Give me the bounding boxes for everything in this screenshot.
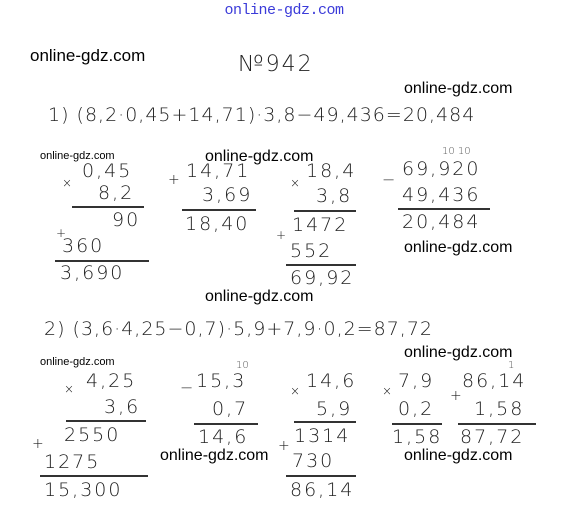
top-watermark: online-gdz.com: [224, 2, 344, 19]
result: 18,40: [185, 213, 250, 235]
rule-line: [392, 423, 442, 425]
operand: 3,6: [104, 396, 141, 418]
watermark: online-gdz.com: [40, 356, 115, 368]
result: 15,300: [44, 479, 123, 501]
watermark: online-gdz.com: [404, 239, 513, 256]
operand: 86,14: [462, 370, 527, 392]
result: 69,92: [290, 267, 355, 289]
partial-product: 2550: [64, 424, 121, 446]
partial-product: 552: [290, 240, 333, 262]
partial-product: 90: [112, 209, 141, 231]
rule-line: [398, 208, 490, 210]
rule-line: [182, 209, 256, 211]
carry-mark: 1: [508, 360, 515, 371]
watermark: online-gdz.com: [205, 288, 314, 305]
operand: 15,3: [196, 370, 247, 392]
partial-product: 360: [62, 235, 105, 257]
plus-sign: +: [278, 438, 292, 454]
rule-line: [286, 475, 356, 477]
task1-expression: 1) (8,2·0,45+14,71)·3,8−49,436=20,484: [48, 104, 476, 126]
partial-product: 1314: [294, 425, 351, 447]
operand: 14,6: [306, 370, 357, 392]
rule-line: [458, 423, 536, 425]
result: 86,14: [290, 479, 355, 501]
plus-sign: +: [56, 226, 69, 240]
watermark: online-gdz.com: [404, 80, 513, 97]
plus-sign: +: [450, 388, 464, 404]
partial-product: 1472: [292, 214, 349, 236]
result: 3,690: [60, 262, 125, 284]
problem-number: №942: [238, 52, 314, 77]
operand: 0,45: [82, 160, 133, 182]
operand: 69,920: [402, 158, 481, 180]
plus-sign: +: [32, 436, 46, 452]
rule-line: [72, 206, 144, 208]
multiply-sign: ×: [62, 176, 75, 190]
operand: 5,9: [316, 398, 353, 420]
partial-product: 1275: [44, 451, 101, 473]
plus-sign: +: [276, 228, 289, 242]
result: 87,72: [460, 426, 525, 448]
rule-line: [294, 421, 356, 423]
operand: 7,9: [398, 370, 435, 392]
operand: 0,7: [212, 398, 249, 420]
watermark: online-gdz.com: [404, 447, 513, 464]
minus-sign: −: [180, 378, 196, 397]
multiply-sign: ×: [64, 382, 77, 396]
operand: 4,25: [86, 370, 137, 392]
watermark: online-gdz.com: [404, 344, 513, 361]
plus-sign: +: [168, 172, 182, 188]
multiply-sign: ×: [290, 384, 303, 398]
task2-expression: 2) (3,6·4,25−0,7)·5,9+7,9·0,2=87,72: [44, 318, 434, 340]
result: 20,484: [402, 211, 481, 233]
borrow-marks: 10: [236, 360, 249, 371]
operand: 49,436: [402, 184, 481, 206]
watermark: online-gdz.com: [40, 150, 115, 162]
operand: 3,8: [316, 185, 353, 207]
operand: 14,71: [186, 160, 251, 182]
minus-sign: −: [382, 170, 398, 189]
watermark: online-gdz.com: [30, 46, 146, 65]
partial-product: 730: [292, 450, 335, 472]
result: 14,6: [198, 426, 249, 448]
watermark: online-gdz.com: [205, 148, 314, 165]
rule-line: [40, 475, 148, 477]
multiply-sign: ×: [290, 176, 303, 190]
operand: 0,2: [398, 398, 435, 420]
rule-line: [286, 264, 356, 266]
borrow-marks: 10 10: [442, 146, 471, 157]
rule-line: [194, 423, 258, 425]
rule-line: [294, 210, 356, 212]
operand: 18,4: [306, 160, 357, 182]
operand: 3,69: [202, 184, 253, 206]
operand: 8,2: [98, 182, 135, 204]
rule-line: [66, 420, 146, 422]
watermark: online-gdz.com: [160, 447, 269, 464]
multiply-sign: ×: [382, 384, 395, 398]
operand: 1,58: [474, 398, 525, 420]
result: 1,58: [392, 426, 443, 448]
